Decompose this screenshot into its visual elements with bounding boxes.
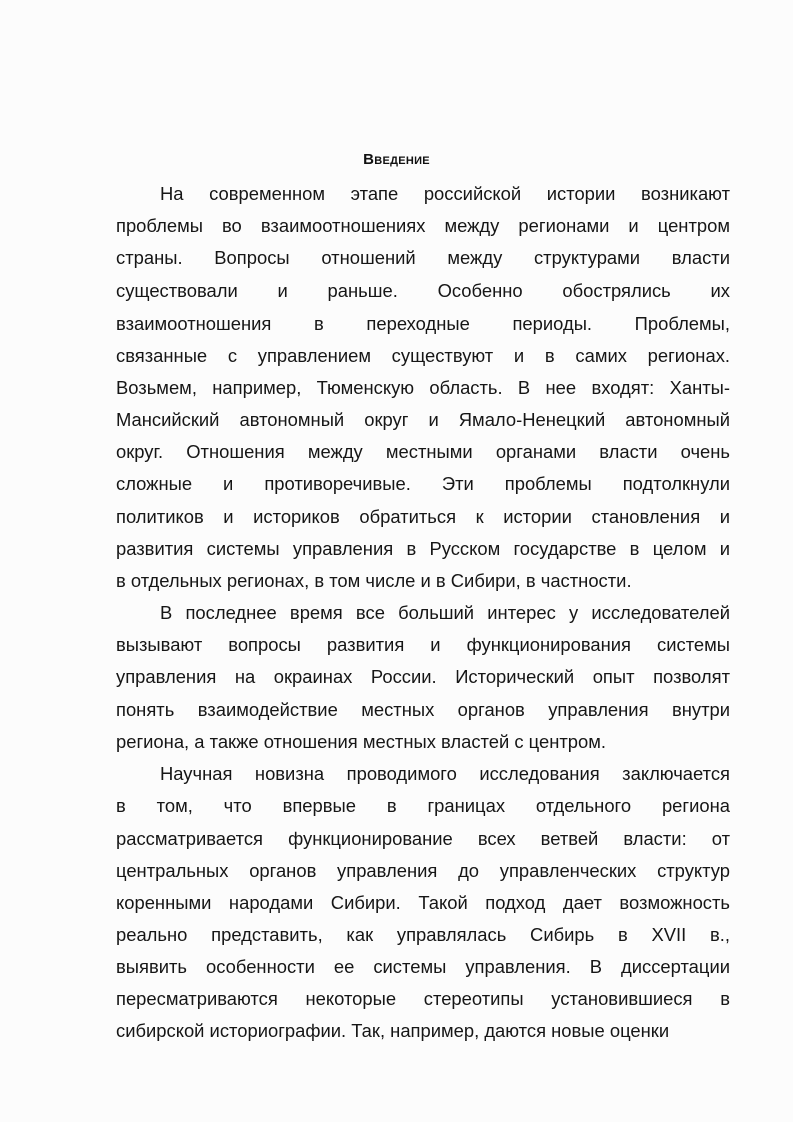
section-title: Введение	[363, 151, 430, 168]
text-line: взаимоотношения в переходные периоды. Проблемы,	[116, 313, 730, 334]
text-line: существовали и раньше. Особенно обострялись их	[116, 280, 730, 301]
text-line: рассматривается функционирование всех ветвей власти: от	[116, 828, 730, 849]
text-line: На современном этапе российской истории возникают	[160, 183, 730, 204]
text-line: связанные с управлением существуют и в самих регионах.	[116, 345, 730, 366]
text-line: управления на окраинах России. Исторический опыт позволят	[116, 666, 730, 687]
text-line: сибирской историографии. Так, например, даются новые оценки	[116, 1020, 670, 1041]
text-line: пересматриваются некоторые стереотипы установившиеся в	[116, 988, 730, 1009]
text-line: реально представить, как управлялась Сибирь в XVII в.,	[116, 924, 730, 945]
text-line: Научная новизна проводимого исследования заключается	[160, 763, 730, 784]
text-line: вызывают вопросы развития и функционирования системы	[116, 634, 730, 655]
text-line: коренными народами Сибири. Такой подход дает возможность	[116, 892, 730, 913]
text-line: сложные и противоречивые. Эти проблемы подтолкнули	[116, 473, 730, 494]
text-line: развития системы управления в Русском государстве в целом и	[116, 538, 730, 559]
text-line: В последнее время все больший интерес у исследователей	[160, 602, 730, 623]
text-line: Возьмем, например, Тюменскую область. В нее входят: Ханты-	[116, 377, 730, 398]
text-line: округ. Отношения между местными органами власти очень	[116, 441, 730, 462]
text-line: понять взаимодействие местных органов управления внутри	[116, 699, 730, 720]
text-line: страны. Вопросы отношений между структурами власти	[116, 247, 730, 268]
text-line: в отдельных регионах, в том числе и в Сибири, в частности.	[116, 570, 632, 591]
text-line: проблемы во взаимоотношениях между регионами и центром	[116, 215, 730, 236]
text-line: в том, что впервые в границах отдельного региона	[116, 795, 730, 816]
text-line: Мансийский автономный округ и Ямало-Ненецкий автономный	[116, 409, 730, 430]
text-line: центральных органов управления до управленческих структур	[116, 860, 730, 881]
text-line: политиков и историков обратиться к истории становления и	[116, 506, 730, 527]
text-line: региона, а также отношения местных властей с центром.	[116, 731, 606, 752]
text-line: выявить особенности ее системы управления. В диссертации	[116, 956, 730, 977]
